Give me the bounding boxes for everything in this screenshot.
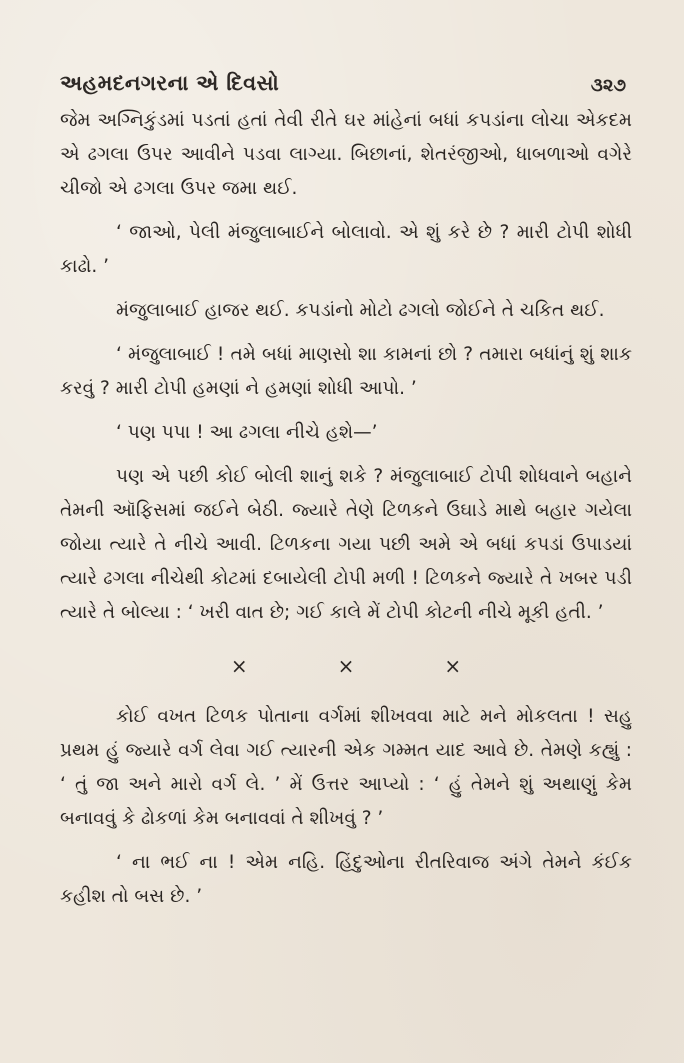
page-number: ૩૨૭ bbox=[590, 75, 626, 96]
section-break-mark: × bbox=[230, 654, 248, 678]
running-head: અહમદનગરના એ દિવસો bbox=[60, 71, 280, 95]
paragraph: જેમ અગ્નિકુંડમાં પડતાં હતાં તેવી રીતે ઘર માંહેનાં બધાં કપડાંના લોચા એકદમ એ ઢગલા ઉપર આવીને પડવા લાગ્યા. બિછાનાં, શેતરંજીઓ, ધાબળાઓ વગેરે ચીજો એ ઢગલા ઉપર જમા થઈ. bbox=[60, 110, 632, 199]
paragraph: કોઈ વખત ટિળક પોતાના વર્ગમાં શીખવવા માટે મને મોકલતા ! સહુ પ્રથમ હું જ્યારે વર્ગ લેવા ગઈ ત્યારની એક ગમ્મત યાદ આવે છે. તેમણે કહ્યું : ‘ તું જા અને મારો વર્ગ લે. ’ મેં ઉત્તર આપ્યો : ‘ હું તેમને શું અથાણું કેમ બનાવવું કે ઢોકળાં કેમ બનાવવાં તે શીખવું ? ’ bbox=[60, 706, 632, 829]
section-break-mark: × bbox=[337, 654, 355, 678]
section-break-mark: × bbox=[444, 654, 462, 678]
paragraph: ‘ જાઓ, પેલી મંજુલાબાઈને બોલાવો. એ શું કરે છે ? મારી ટોપી શોધી કાઢો. ’ bbox=[60, 222, 632, 277]
page-body bbox=[60, 104, 632, 924]
paragraph: મંજુલાબાઈ હાજર થઈ. કપડાંનો મોટો ઢગલો જોઈને તે ચકિત થઈ. bbox=[116, 300, 605, 321]
section-break bbox=[60, 654, 632, 678]
paragraph: પણ એ પછી કોઈ બોલી શાનું શકે ? મંજુલાબાઈ ટોપી શોધવાને બહાને તેમની ઑફિસમાં જઈને બેઠી. જ્યારે તેણે ટિળકને ઉઘાડે માથે બહાર ગયેલા જોયા ત્યારે તે નીચે આવી. ટિળકના ગયા પછી અમે એ બધાં કપડાં ઉપાડયાં ત્યારે ઢગલા નીચેથી કોટમાં દબાયેલી ટોપી મળી ! ટિળકને જ્યારે તે ખબર પડી ત્યારે તે બોલ્યા : ‘ ખરી વાત છે; ગઈ કાલે મેં ટોપી કોટની નીચે મૂકી હતી. ’ bbox=[60, 466, 632, 623]
paragraph: ‘ ના ભઈ ના ! એમ નહિ. હિંદુઓના રીતરિવાજ અંગે તેમને કંઈક કહીશ તો બસ છે. ’ bbox=[60, 852, 632, 907]
paragraph: ‘ મંજુલાબાઈ ! તમે બધાં માણસો શા કામનાં છો ? તમારા બધાંનું શું શાક કરવું ? મારી ટોપી હમણાં ને હમણાં શોધી આપો. ’ bbox=[60, 344, 632, 399]
page-header bbox=[60, 56, 626, 96]
paragraph: ‘ પણ પપા ! આ ઢગલા નીચે હશે—’ bbox=[116, 422, 378, 443]
